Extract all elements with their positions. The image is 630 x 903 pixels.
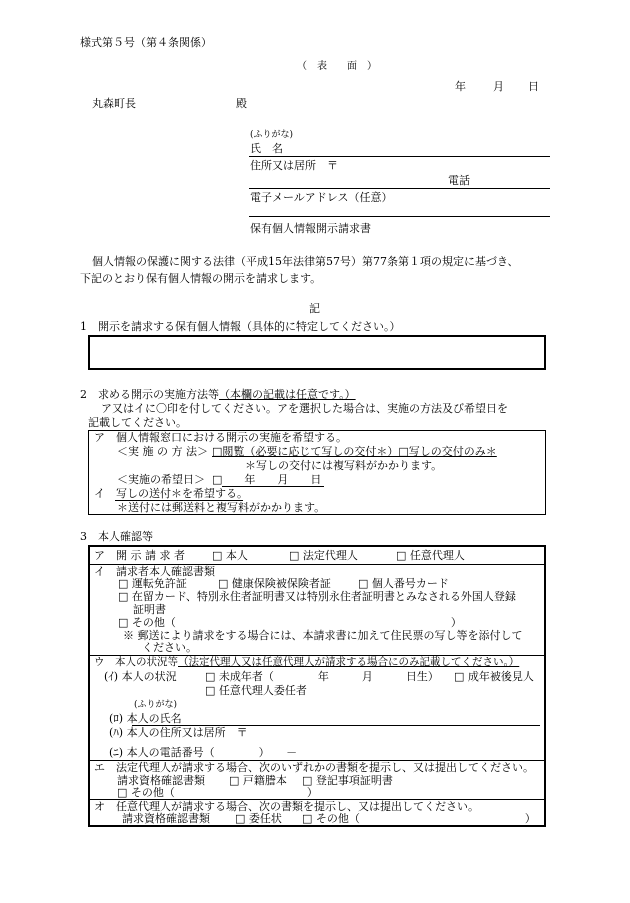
applicant-name-field[interactable] xyxy=(249,156,550,157)
s3-u-status-label: (ｲ) 本人の状況 xyxy=(104,670,177,683)
date-year[interactable]: 年 xyxy=(455,80,466,93)
s3-o-opt-proxy[interactable]: □ 委任状 xyxy=(235,812,282,825)
section2-method-options[interactable]: □閲覧（必要に応じて写しの交付＊）□写しの交付のみ＊ xyxy=(212,445,497,458)
section2-date-value[interactable]: □ 年 月 日 xyxy=(212,473,322,486)
s3-a-opt-self[interactable]: □ 本人 xyxy=(212,549,248,562)
s3-u-title-prefix: ウ 本人の状況等 xyxy=(94,656,178,668)
form-number: 様式第５号（第４条関係） xyxy=(80,36,212,49)
s3-e-title: エ 法定代理人が請求する場合、次のいずれかの書類を提示し、又は提出してください。 xyxy=(94,761,534,774)
section1-input-box[interactable] xyxy=(88,335,546,370)
addressee-honorific: 殿 xyxy=(236,97,247,110)
s3-i-residence-card[interactable]: □ 在留カード、特別永住者証明書又は特別永住者証明書とみなされる外国人登録 xyxy=(118,590,516,603)
s3-u-status-minor[interactable]: □ 未成年者（ 年 月 日生） xyxy=(205,670,439,683)
section2-mail-note: ＊送付には郵送料と複写料がかかります。 xyxy=(117,501,326,514)
s3-a-label: ア 開 示 請 求 者 xyxy=(94,549,185,562)
applicant-address-label: 住所又は居所 〒 xyxy=(250,159,338,172)
form-title: 保有個人情報開示請求書 xyxy=(250,222,371,235)
s3-e-opt-other[interactable]: □ その他（ ） xyxy=(117,786,318,799)
s3-o-title: オ 任意代理人が請求する場合、次の書類を提示し、又は提出してください。 xyxy=(94,800,479,813)
section2-heading-prefix: 2 求める開示の実施方法等 xyxy=(80,388,219,401)
s3-u-status-principal[interactable]: □ 任意代理人委任者 xyxy=(205,684,307,697)
section2-heading xyxy=(80,388,356,402)
section2-heading-note: （本欄の記載は任意です。） xyxy=(219,388,356,401)
s3-i-note-2: ください。 xyxy=(142,641,197,654)
side-label: （ 表 面 ） xyxy=(297,61,377,72)
s3-a-opt-voluntary[interactable]: □ 任意代理人 xyxy=(396,549,465,562)
s3-u-phone-label[interactable]: (ﾆ) 本人の電話番号（ ） － xyxy=(109,746,298,759)
s3-e-opt-registry[interactable]: □ 登記事項証明書 xyxy=(302,774,393,787)
section2-instruction-2: 記載してください。 xyxy=(88,416,187,429)
s3-i-other[interactable]: □ その他（ ） xyxy=(118,616,462,629)
s3-a-opt-legal[interactable]: □ 法定代理人 xyxy=(289,549,358,562)
section3-heading: 3 本人確認等 xyxy=(80,530,153,543)
intro-line-1: 個人情報の保護に関する法律（平成15年法律第57号）第77条第１項の規定に基づき、 xyxy=(92,255,519,268)
ki-label: 記 xyxy=(309,302,320,315)
applicant-furigana-label: (ふりがな) xyxy=(250,130,294,140)
s3-u-address-label: (ﾊ) 本人の住所又は居所 〒 xyxy=(109,726,248,739)
s3-u-title-note: （法定代理人又は任意代理人が請求する場合にのみ記載してください。） xyxy=(178,656,520,668)
intro-line-2: 下記のとおり保有個人情報の開示を請求します。 xyxy=(80,272,322,285)
addressee-town: 丸森町長 xyxy=(92,97,136,110)
s3-i-insurance[interactable]: □ 健康保険被保険者証 xyxy=(218,577,331,590)
s3-i-mynumber[interactable]: □ 個人番号カード xyxy=(358,577,449,590)
section2-copy-fee-note: ＊写しの交付には複写料がかかります。 xyxy=(245,459,443,472)
s3-e-docs-label: 請求資格確認書類 xyxy=(117,774,205,787)
applicant-name-label: 氏 名 xyxy=(250,142,283,155)
s3-e-opt-koseki[interactable]: □ 戸籍謄本 xyxy=(229,774,287,787)
s3-u-title xyxy=(94,656,519,670)
applicant-phone-label: 電話 xyxy=(448,174,470,187)
section2-date-label: ＜実施の希望日＞ xyxy=(117,473,205,486)
s3-i-residence-card-cont: 証明書 xyxy=(133,603,166,616)
s3-o-docs-label: 請求資格確認書類 xyxy=(122,812,210,825)
section2-option-a[interactable]: ア 個人情報窓口における開示の実施を希望する。 xyxy=(94,431,347,444)
s3-i-title: イ 請求者本人確認書類 xyxy=(94,565,215,578)
applicant-address-field[interactable] xyxy=(249,188,550,189)
section2-option-i[interactable]: イ 写しの送付＊を希望する。 xyxy=(94,487,248,500)
s3-u-name-label: (ﾛ) 本人の氏名 xyxy=(109,712,182,725)
s3-o-opt-other[interactable]: □ その他（ ） xyxy=(302,812,536,825)
section2-instruction-1: ア又はイに〇印を付してください。アを選択した場合は、実施の方法及び希望日を xyxy=(101,402,508,415)
date-day[interactable]: 日 xyxy=(528,80,539,93)
s3-u-furigana: (ふりがな) xyxy=(134,700,178,710)
applicant-email-field[interactable] xyxy=(249,216,550,217)
s3-i-note-1: ※ 郵送により請求をする場合には、本請求書に加えて住民票の写し等を添付して xyxy=(123,629,523,642)
s3-i-license[interactable]: □ 運転免許証 xyxy=(118,577,187,590)
s3-u-status-ward[interactable]: □ 成年被後見人 xyxy=(454,670,534,683)
applicant-email-label: 電子メールアドレス（任意） xyxy=(250,191,393,204)
date-month[interactable]: 月 xyxy=(493,80,504,93)
section1-heading: 1 開示を請求する保有個人情報（具体的に特定してください。） xyxy=(80,320,401,333)
section2-method-label: ＜実 施 の 方 法＞ xyxy=(117,445,208,458)
